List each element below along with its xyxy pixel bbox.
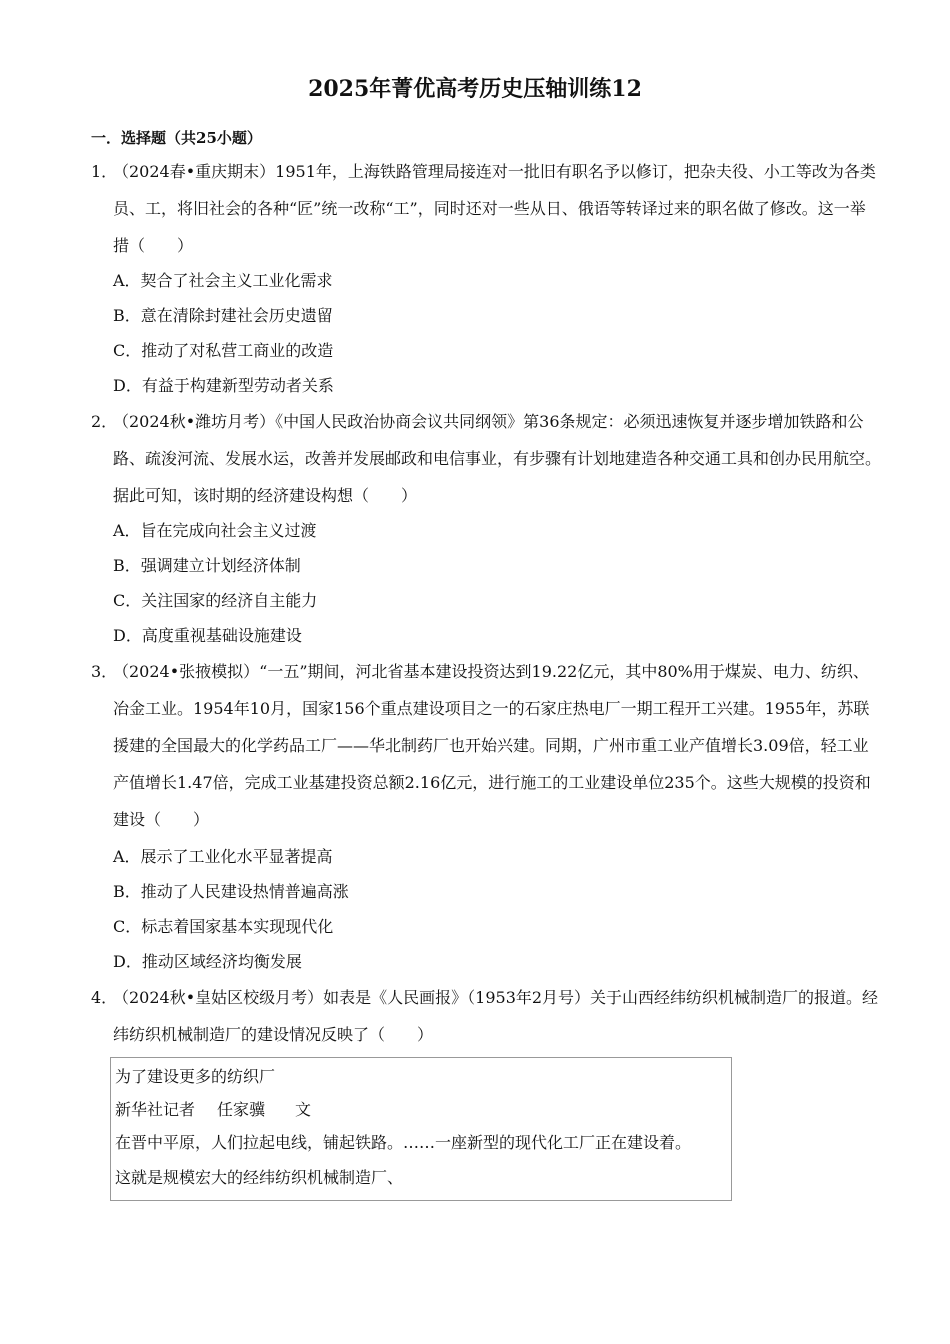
question-number: 2． <box>91 412 118 431</box>
question-1 <box>91 153 881 264</box>
table-line: 这就是规模宏大的经纬纺织机械制造厂、 <box>115 1168 404 1187</box>
option-a: A．展示了工业化水平显著提高 <box>113 847 333 866</box>
question-number: 1． <box>91 162 118 181</box>
reporter-name: 任家骥 <box>217 1100 266 1119</box>
option-d: D．高度重视基础设施建设 <box>113 626 302 645</box>
option-c: C．推动了对私营工商业的改造 <box>113 341 334 360</box>
table-line-reporter <box>115 1099 311 1121</box>
question-number: 4． <box>91 988 118 1007</box>
question-4 <box>91 979 881 1053</box>
table-line: 为了建设更多的纺织厂 <box>115 1067 276 1086</box>
question-stem: （2024秋•皇姑区校级月考）如表是《人民画报》（1953年2月号）关于山西经纬纺织机械制造厂的报道。经纬纺织机械制造厂的建设情况反映了（ ） <box>113 988 879 1044</box>
option-a: A．契合了社会主义工业化需求 <box>113 271 333 290</box>
question-stem: （2024秋•潍坊月考）《中国人民政治协商会议共同纲领》第36条规定：必须迅速恢复并逐步增加铁路和公路、疏浚河流、发展水运，改善并发展邮政和电信事业，有步骤有计划地建造各种交通工具和创办民用航空。据此可知，该时期的经济建设构想（ ） <box>113 412 882 505</box>
question-number: 3． <box>91 662 118 681</box>
reporter-label: 新华社记者 <box>115 1100 196 1119</box>
option-c: C．关注国家的经济自主能力 <box>113 591 318 610</box>
option-d: D．推动区域经济均衡发展 <box>113 952 302 971</box>
question-stem: （2024春•重庆期末）1951年，上海铁路管理局接连对一批旧有职名予以修订，把杂夫役、小工等改为各类员、工，将旧社会的各种“匠”统一改称“工”，同时还对一些从日、俄语等转译过来的职名做了修改。这一举措（ ） <box>113 162 876 255</box>
option-a: A．旨在完成向社会主义过渡 <box>113 521 317 540</box>
question-3 <box>91 653 881 838</box>
section-heading: 一．选择题（共25小题） <box>91 129 262 147</box>
option-b: B．推动了人民建设热情普遍高涨 <box>113 882 349 901</box>
option-b: B．意在清除封建社会历史遗留 <box>113 306 333 325</box>
question-2 <box>91 403 881 514</box>
question-stem: （2024•张掖模拟）“一五”期间，河北省基本建设投资达到19.22亿元，其中80%用于煤炭、电力、纺织、冶金工业。1954年10月，国家156个重点建设项目之一的石家庄热电厂一期工程开工兴建。1955年，苏联援建的全国最大的化学药品工厂——华北制药厂也开始兴建。同期，广州市重工业产值增长3.09倍，轻工业产值增长1.47倍，完成工业基建投资总额2.16亿元，进行施工的工业建设单位235个。这些大规模的投资和建设（ ） <box>113 662 871 829</box>
page-title: 2025年菁优高考历史压轴训练12 <box>308 76 642 102</box>
table-line: 在晋中平原，人们拉起电线，铺起铁路。……一座新型的现代化工厂正在建设着。 <box>115 1133 692 1152</box>
source-table <box>110 1057 732 1201</box>
option-d: D．有益于构建新型劳动者关系 <box>113 376 334 395</box>
reporter-suffix: 文 <box>295 1100 312 1119</box>
option-c: C．标志着国家基本实现现代化 <box>113 917 334 936</box>
option-b: B．强调建立计划经济体制 <box>113 556 301 575</box>
